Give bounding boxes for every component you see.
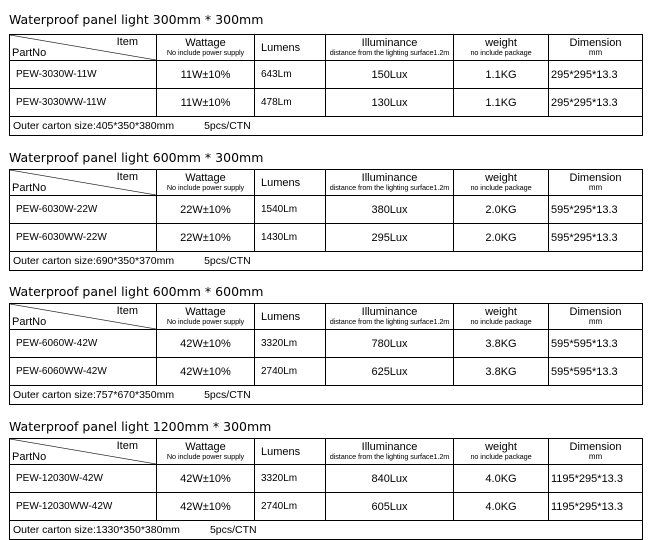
carton-pcs: 5pcs/CTN [204,255,251,267]
header-item-partno [10,35,157,61]
cell-lumens: 2740Lm [255,493,326,521]
cell-dimension: 295*295*13.3 [549,89,643,117]
header-partno: PartNo [12,47,47,59]
section-title: Waterproof panel light 300mm * 300mm [9,12,264,27]
header-item: Item [116,36,138,48]
header-weight [454,35,549,61]
header-illuminance-label: Illuminance [361,441,418,454]
header-dimension-label: Dimension [569,172,622,184]
header-illuminance [326,35,454,61]
header-weight [454,439,549,465]
header-item: Item [116,305,138,317]
header-dimension-unit: mm [588,183,603,192]
cell-lumens: 1430Lm [255,224,326,252]
header-illuminance-note: distance from the lighting surface1.2m [329,317,450,327]
header-wattage-note: No include power supply [166,48,245,58]
cell-illuminance: 380Lux [326,196,454,224]
cell-part: PEW-6030WW-22W [10,224,157,252]
cell-dimension: 595*295*13.3 [549,196,643,224]
table-row [10,465,643,493]
carton-size: Outer carton size:690*350*370mm [13,255,175,267]
cell-weight: 1.1KG [454,61,549,89]
header-weight [454,170,549,196]
carton-size: Outer carton size:405*350*380mm [13,120,175,132]
carton-cell [10,252,643,271]
section-title: Waterproof panel light 600mm * 600mm [9,284,264,299]
header-row [10,439,643,465]
cell-dimension: 1195*295*13.3 [549,465,643,493]
carton-size: Outer carton size:757*670*350mm [13,389,175,401]
header-item-partno [10,304,157,330]
header-illuminance-note: distance from the lighting surface1.2m [329,452,450,462]
cell-dimension: 595*595*13.3 [549,358,643,386]
cell-lumens: 3320Lm [255,330,326,358]
header-dimension [549,170,643,196]
header-illuminance-label: Illuminance [361,172,418,185]
table-row [10,196,643,224]
header-weight-label: weight [485,37,517,50]
carton-row [10,386,643,405]
carton-pcs: 5pcs/CTN [204,120,251,132]
carton-pcs: 5pcs/CTN [204,389,251,401]
spec-table [9,34,643,136]
table-row [10,330,643,358]
header-weight-note: no include package [470,452,532,462]
header-dimension [549,304,643,330]
header-dimension-unit: mm [588,452,603,461]
header-wattage [157,170,255,196]
cell-weight: 2.0KG [454,224,549,252]
cell-part: PEW-6060WW-42W [10,358,157,386]
header-row [10,35,643,61]
header-wattage-note: No include power supply [166,183,245,193]
header-dimension [549,35,643,61]
table-row [10,61,643,89]
cell-dimension: 595*295*13.3 [549,224,643,252]
header-row [10,304,643,330]
cell-illuminance: 130Lux [326,89,454,117]
cell-lumens: 1540Lm [255,196,326,224]
header-wattage-note: No include power supply [166,452,245,462]
header-wattage-label: Wattage [185,172,226,185]
header-wattage-label: Wattage [185,441,226,454]
carton-cell [10,386,643,405]
carton-cell [10,521,643,540]
header-weight-label: weight [485,306,517,319]
table-row [10,493,643,521]
cell-part: PEW-12030WW-42W [10,493,157,521]
header-dimension-unit: mm [588,317,603,326]
cell-dimension: 595*595*13.3 [549,330,643,358]
header-illuminance-note: distance from the lighting surface1.2m [329,48,450,58]
header-item: Item [116,440,138,452]
header-dimension-label: Dimension [569,37,622,49]
header-lumens: Lumens [255,170,326,196]
carton-row [10,252,643,271]
cell-wattage: 42W±10% [157,493,255,521]
cell-weight: 3.8KG [454,330,549,358]
section-title: Waterproof panel light 600mm * 300mm [9,150,264,165]
cell-weight: 4.0KG [454,493,549,521]
cell-wattage: 42W±10% [157,358,255,386]
header-illuminance [326,304,454,330]
cell-weight: 2.0KG [454,196,549,224]
carton-row [10,521,643,540]
header-illuminance-label: Illuminance [361,306,418,319]
header-dimension-label: Dimension [569,441,622,453]
cell-part: PEW-6060W-42W [10,330,157,358]
table-row [10,224,643,252]
header-illuminance-note: distance from the lighting surface1.2m [329,183,450,193]
header-wattage-label: Wattage [185,306,226,319]
table-row [10,358,643,386]
cell-illuminance: 780Lux [326,330,454,358]
cell-part: PEW-6030W-22W [10,196,157,224]
cell-dimension: 295*295*13.3 [549,61,643,89]
header-weight-label: weight [485,172,517,185]
spec-table [9,169,643,271]
cell-wattage: 11W±10% [157,61,255,89]
header-dimension-unit: mm [588,48,603,57]
cell-dimension: 1195*295*13.3 [549,493,643,521]
header-row [10,170,643,196]
cell-illuminance: 840Lux [326,465,454,493]
cell-illuminance: 295Lux [326,224,454,252]
cell-illuminance: 605Lux [326,493,454,521]
header-wattage-label: Wattage [185,37,226,50]
header-lumens: Lumens [255,439,326,465]
cell-lumens: 2740Lm [255,358,326,386]
section-title: Waterproof panel light 1200mm * 300mm [9,419,272,434]
header-weight [454,304,549,330]
table-row [10,89,643,117]
header-item: Item [116,171,138,183]
header-partno: PartNo [12,316,47,328]
header-dimension-label: Dimension [569,306,622,318]
header-dimension [549,439,643,465]
header-wattage [157,35,255,61]
header-wattage [157,439,255,465]
cell-lumens: 643Lm [255,61,326,89]
spec-table [9,438,643,540]
cell-wattage: 42W±10% [157,330,255,358]
header-weight-note: no include package [470,183,532,193]
cell-weight: 1.1KG [454,89,549,117]
header-lumens: Lumens [255,304,326,330]
header-weight-note: no include package [470,317,532,327]
cell-part: PEW-12030W-42W [10,465,157,493]
header-wattage-note: No include power supply [166,317,245,327]
cell-wattage: 22W±10% [157,224,255,252]
header-item-partno [10,439,157,465]
header-partno: PartNo [12,182,47,194]
spec-table [9,303,643,405]
carton-cell [10,117,643,136]
header-wattage [157,304,255,330]
carton-pcs: 5pcs/CTN [209,524,257,536]
cell-lumens: 3320Lm [255,465,326,493]
header-lumens: Lumens [255,35,326,61]
header-illuminance [326,170,454,196]
cell-part: PEW-3030W-11W [10,61,157,89]
cell-wattage: 11W±10% [157,89,255,117]
header-item-partno [10,170,157,196]
cell-weight: 4.0KG [454,465,549,493]
header-weight-label: weight [485,441,517,454]
cell-illuminance: 150Lux [326,61,454,89]
carton-row [10,117,643,136]
cell-weight: 3.8KG [454,358,549,386]
cell-illuminance: 625Lux [326,358,454,386]
cell-lumens: 478Lm [255,89,326,117]
header-partno: PartNo [12,451,47,463]
header-illuminance-label: Illuminance [361,37,418,50]
header-illuminance [326,439,454,465]
carton-size: Outer carton size:1330*350*380mm [13,524,180,536]
cell-wattage: 42W±10% [157,465,255,493]
cell-part: PEW-3030WW-11W [10,89,157,117]
cell-wattage: 22W±10% [157,196,255,224]
header-weight-note: no include package [470,48,532,58]
